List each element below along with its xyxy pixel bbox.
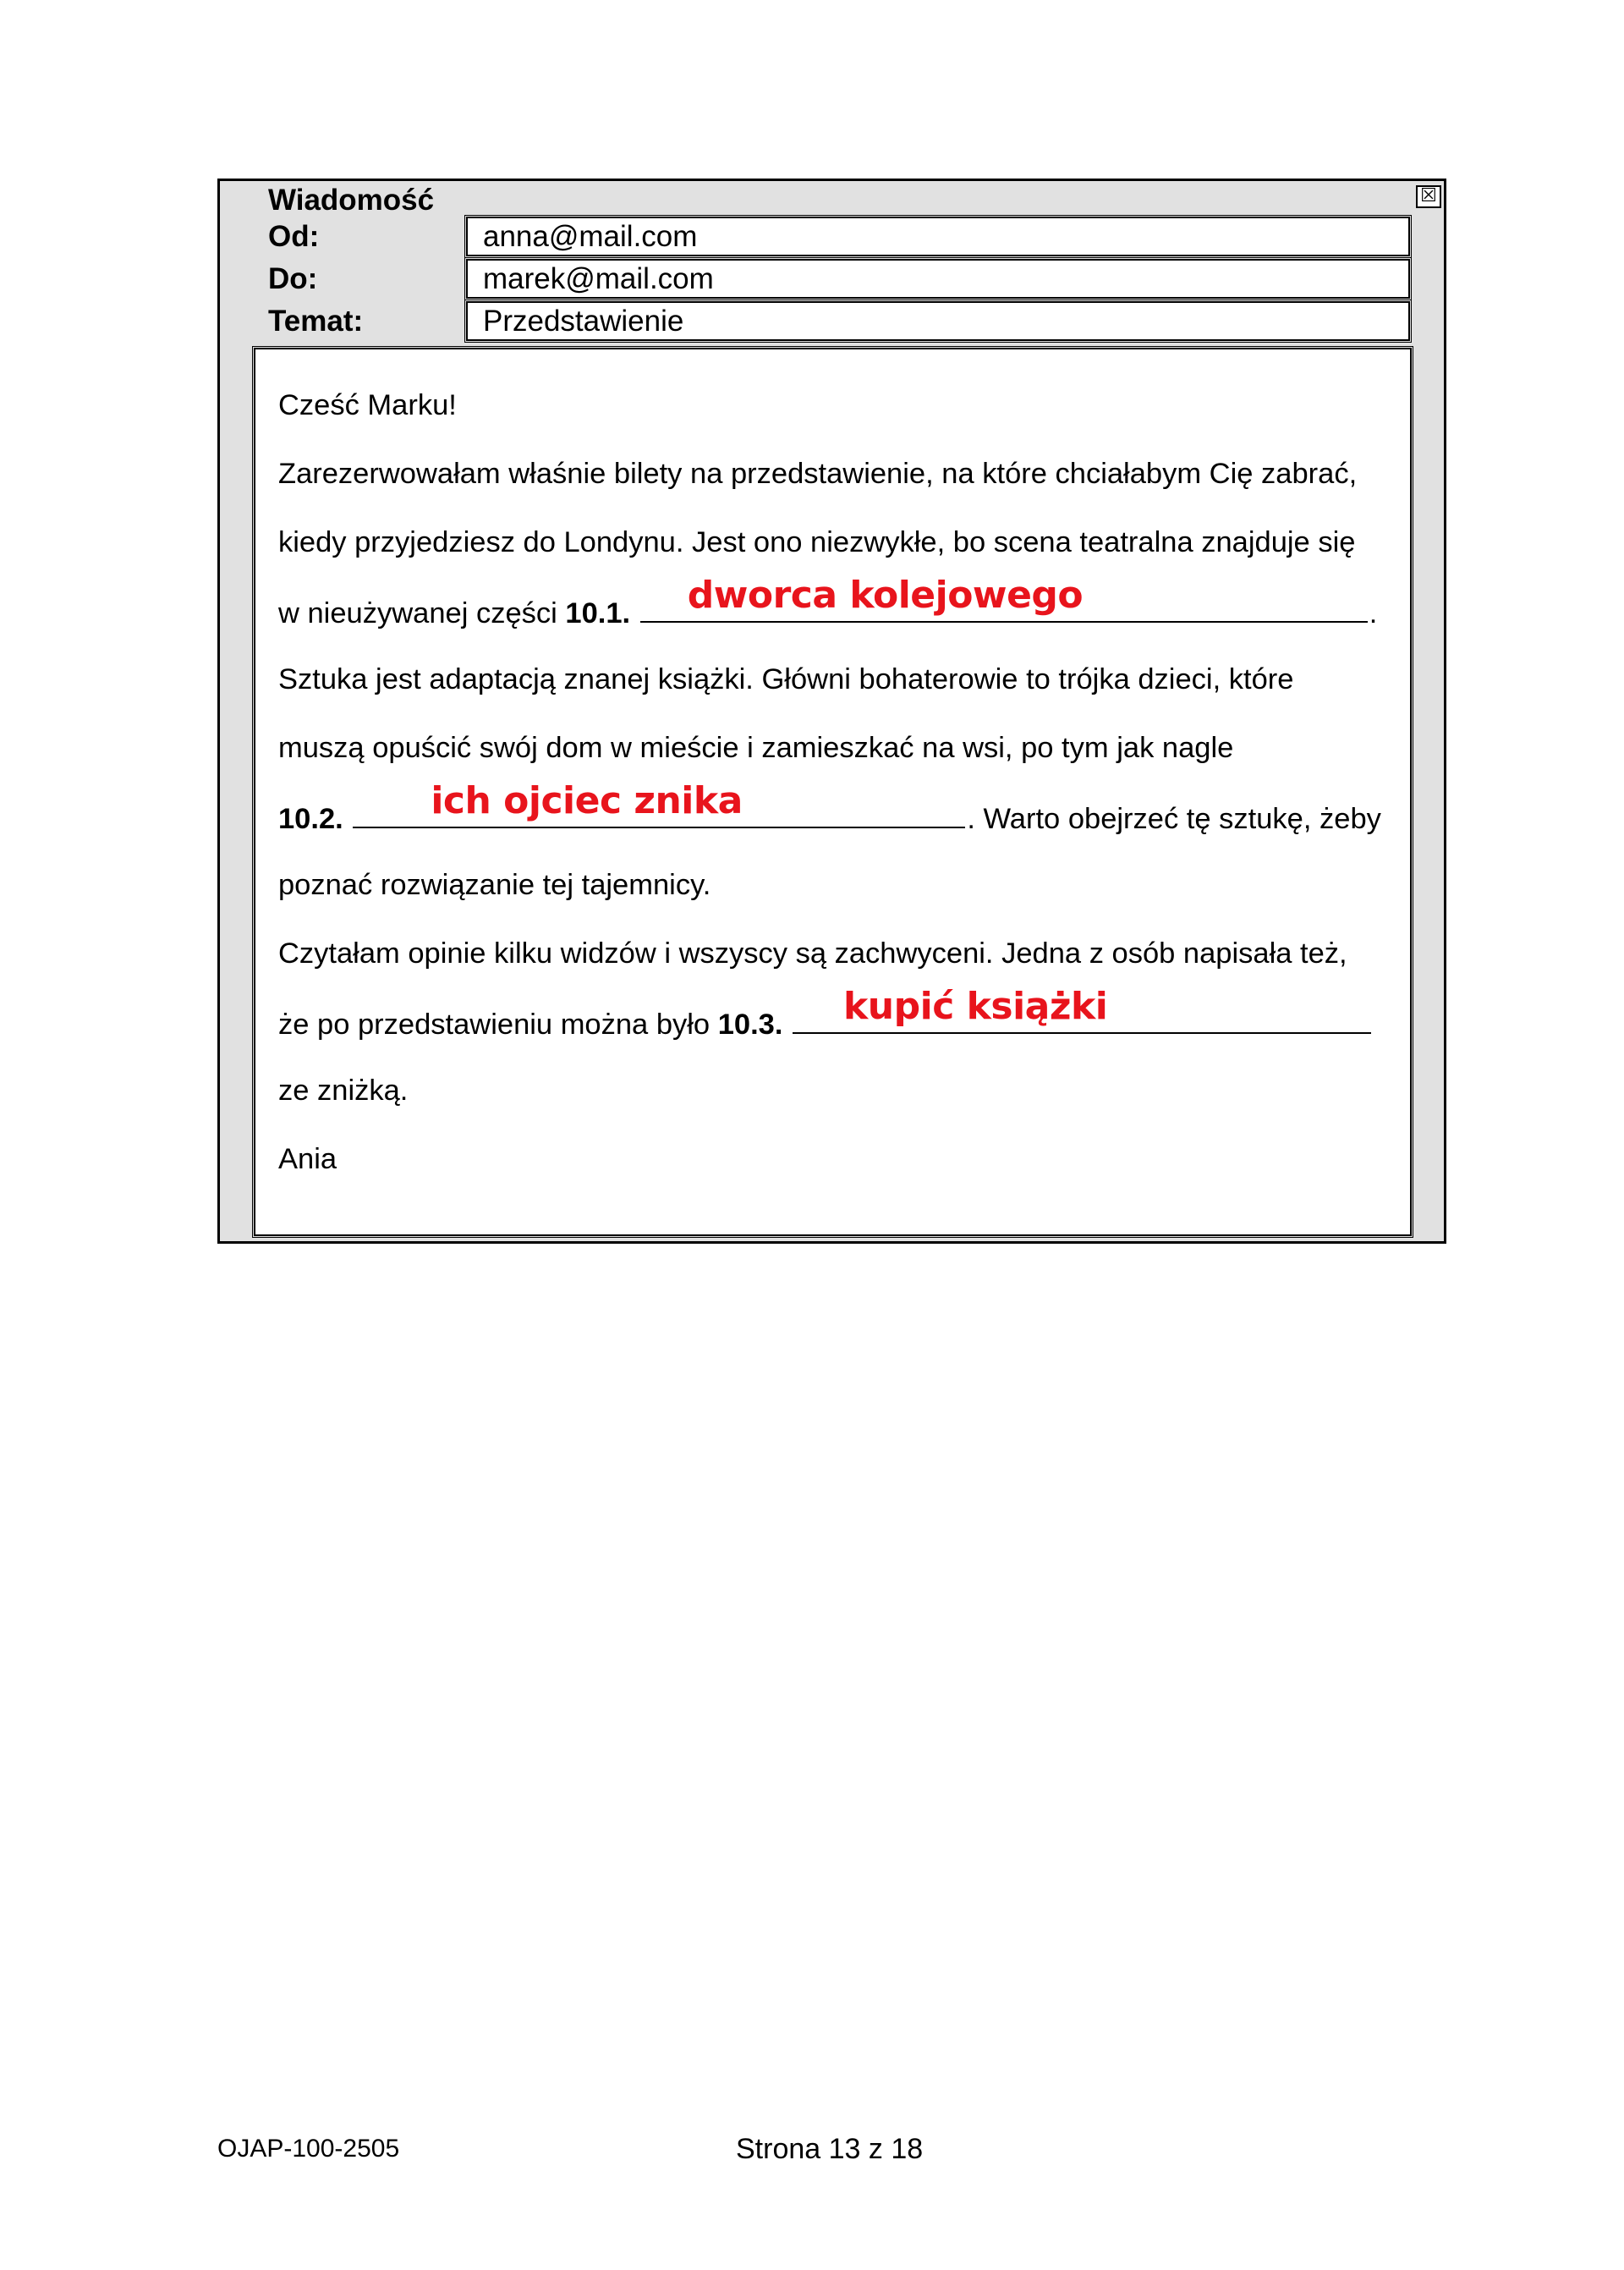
line9-pre: że po przedstawieniu można było	[278, 1009, 718, 1041]
body-line-3	[278, 574, 1378, 629]
body-line-7: poznać rozwiązanie tej tajemnicy.	[278, 869, 711, 901]
page-number: Strona 13 z 18	[736, 2133, 924, 2165]
signature: Ania	[278, 1143, 337, 1175]
message-body[interactable]	[254, 348, 1412, 1236]
message-window	[217, 179, 1446, 1244]
subject-field[interactable]	[466, 301, 1410, 341]
subject-label: Temat:	[268, 305, 364, 338]
body-line-1: Zarezerwowałam właśnie bilety na przedstawienie, na które chciałabym Cię zabrać,	[278, 458, 1358, 490]
answer-10-2: ich ojciec znika	[431, 779, 743, 822]
subject-value: Przedstawienie	[483, 305, 684, 338]
body-line-2: kiedy przyjedziesz do Londynu. Jest ono niezwykłe, bo scena teatralna znajduje się	[278, 526, 1356, 558]
body-line-4: Sztuka jest adaptacją znanej książki. Główni bohaterowie to trójka dzieci, które	[278, 663, 1294, 695]
body-line-10: ze zniżką.	[278, 1075, 409, 1107]
answer-blank-10-1[interactable]	[640, 574, 1368, 623]
body-line-8: Czytałam opinie kilku widzów i wszyscy są zachwyceni. Jedna z osób napisała też,	[278, 937, 1347, 970]
to-row	[220, 259, 1444, 300]
body-line-5: muszą opuścić swój dom w mieście i zamieszkać na wsi, po tym jak nagle	[278, 732, 1234, 764]
subject-row	[220, 301, 1444, 342]
to-value: marek@mail.com	[483, 262, 714, 295]
from-field[interactable]	[466, 217, 1410, 256]
from-value: anna@mail.com	[483, 220, 698, 253]
exam-code: OJAP-100-2505	[217, 2135, 400, 2163]
line3-post: .	[1369, 597, 1378, 629]
q1-number: 10.1.	[565, 597, 631, 629]
greeting: Cześć Marku!	[278, 389, 457, 421]
to-field[interactable]	[466, 259, 1410, 299]
close-icon[interactable]: ☒	[1416, 185, 1441, 208]
answer-10-3: kupić książki	[843, 985, 1108, 1028]
answer-10-1: dworca kolejowego	[687, 574, 1084, 617]
answer-blank-10-2[interactable]	[353, 779, 965, 828]
to-label: Do:	[268, 262, 318, 295]
line3-pre: w nieużywanej części	[278, 597, 566, 629]
line6-post: . Warto obejrzeć tę sztukę, żeby	[967, 803, 1381, 835]
body-line-6	[278, 779, 1381, 835]
q2-number: 10.2.	[278, 803, 343, 835]
q3-number: 10.3.	[717, 1009, 783, 1041]
from-row	[220, 217, 1444, 257]
answer-blank-10-3[interactable]	[793, 985, 1371, 1034]
window-title: Wiadomość	[268, 184, 435, 217]
from-label: Od:	[268, 220, 320, 253]
body-line-9	[278, 985, 1373, 1041]
